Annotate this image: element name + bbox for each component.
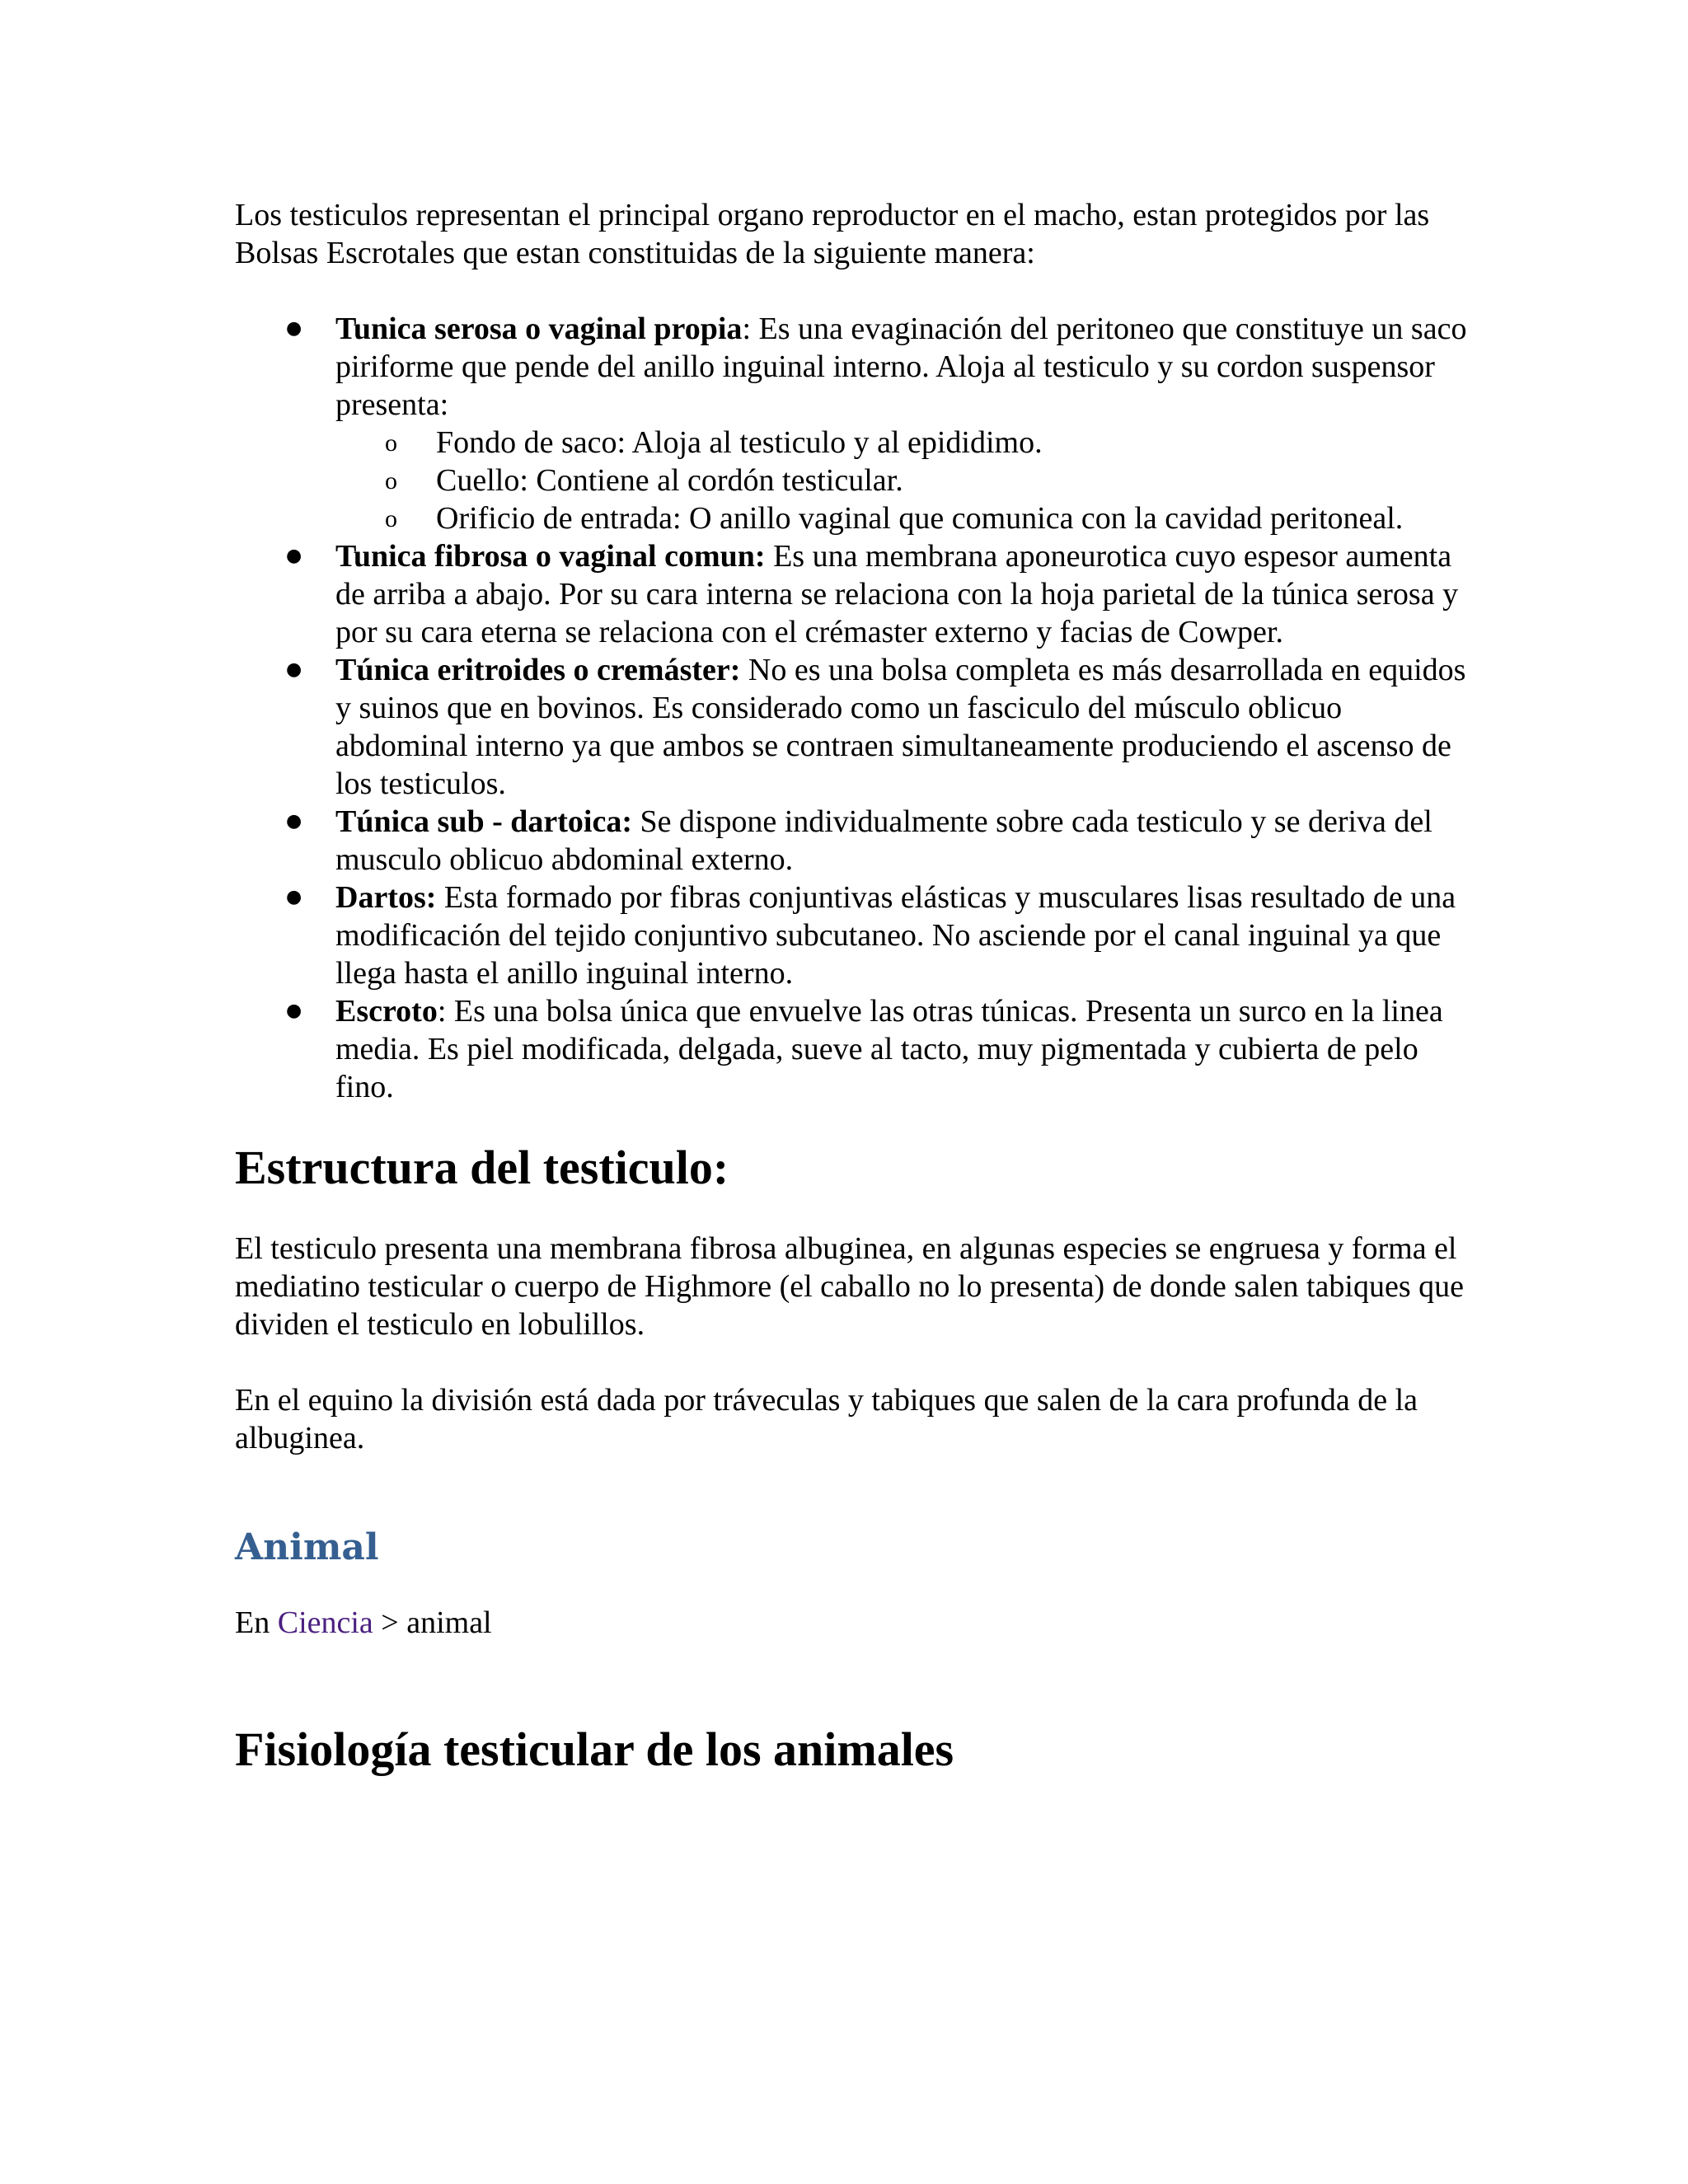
list-item-text: Es una membrana aponeurotica cuyo espesor aumenta de arriba a abajo. Por su cara interna se relaciona con la hoja parietal de la túnica serosa y por su cara eterna se relaciona con el crémaster externo y facias de Cowper. bbox=[335, 539, 1459, 649]
tunics-list bbox=[235, 310, 1471, 1106]
breadcrumb-prefix: En bbox=[235, 1605, 278, 1640]
list-item-text: Se dispone individualmente sobre cada testiculo y se deriva del musculo oblicuo abdominal externo. bbox=[335, 804, 1432, 877]
heading-estructura: Estructura del testiculo: bbox=[235, 1141, 729, 1194]
list-item-term: Tunica serosa o vaginal propia bbox=[335, 312, 743, 346]
sub-list-item-text: Fondo de saco: Aloja al testiculo y al epididimo. bbox=[436, 425, 1043, 460]
sub-list-item bbox=[335, 424, 1471, 462]
document-page bbox=[235, 196, 1471, 1779]
circle-bullet-icon: o bbox=[385, 505, 397, 532]
sub-list bbox=[335, 424, 1471, 537]
bullet-icon: ● bbox=[286, 318, 302, 339]
list-item-text: : Es una evaginación del peritoneo que constituye un saco piriforme que pende del anillo inguinal interno. Aloja al testiculo y su cordon suspensor presenta: bbox=[335, 312, 1467, 422]
breadcrumb bbox=[235, 1604, 1471, 1642]
breadcrumb-suffix: > animal bbox=[373, 1605, 492, 1640]
bullet-icon: ● bbox=[286, 887, 302, 907]
list-item bbox=[235, 651, 1471, 803]
list-item bbox=[235, 803, 1471, 879]
bullet-icon: ● bbox=[286, 659, 302, 680]
list-item bbox=[235, 992, 1471, 1106]
bullet-icon: ● bbox=[286, 811, 302, 832]
bullet-icon: ● bbox=[286, 1001, 302, 1021]
circle-bullet-icon: o bbox=[385, 467, 397, 494]
list-item-term: Túnica eritroides o cremáster: bbox=[335, 653, 741, 687]
list-item-text: : Es una bolsa única que envuelve las otras túnicas. Presenta un surco en la linea media. Es piel modificada, delgada, sueve al tacto, muy pigmentada y cubierta de pelo fino. bbox=[335, 994, 1443, 1104]
list-item-term: Dartos: bbox=[335, 880, 437, 915]
list-item bbox=[235, 537, 1471, 651]
sub-list-item-text: Cuello: Contiene al cordón testicular. bbox=[436, 463, 903, 498]
estructura-paragraph-2: En el equino la división está dada por tráveculas y tabiques que salen de la cara profunda de la albuginea. bbox=[235, 1383, 1418, 1455]
list-item-term: Tunica fibrosa o vaginal comun: bbox=[335, 539, 766, 574]
sub-list-item-text: Orificio de entrada: O anillo vaginal que comunica con la cavidad peritoneal. bbox=[436, 501, 1404, 536]
heading-fisiologia: Fisiología testicular de los animales bbox=[235, 1722, 954, 1776]
breadcrumb-link-ciencia[interactable]: Ciencia bbox=[277, 1605, 373, 1640]
intro-paragraph: Los testiculos representan el principal organo reproductor en el macho, estan protegidos por las Bolsas Escrotales que estan constituidas de la siguiente manera: bbox=[235, 198, 1430, 270]
sub-list-item bbox=[335, 462, 1471, 499]
bullet-icon: ● bbox=[286, 546, 302, 566]
circle-bullet-icon: o bbox=[385, 429, 397, 457]
list-item bbox=[235, 879, 1471, 992]
list-item-term: Túnica sub - dartoica: bbox=[335, 804, 632, 839]
heading-animal: Animal bbox=[235, 1526, 379, 1568]
list-item-text: No es una bolsa completa es más desarrollada en equidos y suinos que en bovinos. Es considerado como un fasciculo del músculo oblicuo abdominal interno ya que ambos se contraen simultaneamente produciendo el ascenso de los testiculos. bbox=[335, 653, 1466, 801]
estructura-paragraph-1: El testiculo presenta una membrana fibrosa albuginea, en algunas especies se engruesa y forma el mediatino testicular o cuerpo de Highmore (el caballo no lo presenta) de donde salen tabiques que dividen el testiculo en lobulillos. bbox=[235, 1231, 1464, 1342]
list-item-text: Esta formado por fibras conjuntivas elásticas y musculares lisas resultado de una modificación del tejido conjuntivo subcutaneo. No asciende por el canal inguinal ya que llega hasta el anillo inguinal interno. bbox=[335, 880, 1456, 991]
list-item bbox=[235, 310, 1471, 537]
sub-list-item bbox=[335, 499, 1471, 537]
list-item-term: Escroto bbox=[335, 994, 438, 1029]
